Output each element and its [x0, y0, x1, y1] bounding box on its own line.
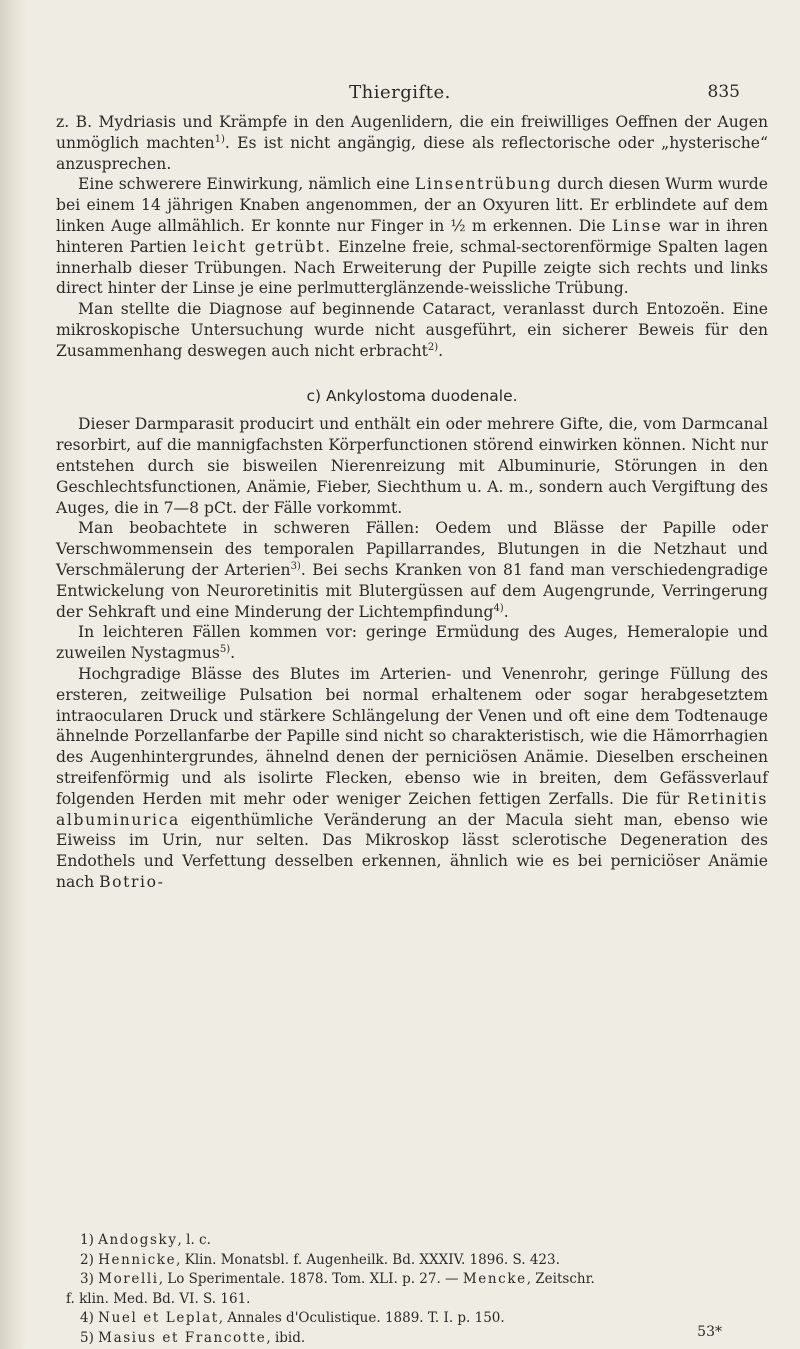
emphasis-term: leicht getrübt. — [192, 237, 332, 256]
paragraph: Dieser Darmparasit producirt und enthält ein oder mehrere Gifte, die, vom Darmcanal resorbirt, auf die mannigfachsten Körperfunctionen störend einwirken können. Nicht nur entstehen durch sie bisweilen Nierenreizung mit Albuminurie, Störungen in den Geschlechtsfunctionen, Anämie, Fieber, Siechthum u. A. m., sondern auch Vergiftung des Auges, die in 7—8 pCt. der Fälle vorkommt. — [56, 415, 768, 517]
paragraph — [56, 664, 768, 893]
footnote — [80, 1309, 770, 1329]
footnote-continuation: f. klin. Med. Bd. VI. S. 161. — [66, 1290, 251, 1307]
paragraph — [56, 518, 768, 622]
footnote — [80, 1329, 770, 1349]
text-run: war in ihren hinteren Partien — [56, 216, 768, 256]
footnote-author: Hennicke — [98, 1251, 177, 1268]
footnote-ref: 2) — [427, 341, 439, 353]
text-run: durch diesen Wurm wurde bei einem 14 jährigen Knaben angenommen, der an Oxyuren litt. Er erblindete auf dem linken Auge allmählich. Er konnte nur Finger in ½ m erkennen. Die — [56, 175, 768, 235]
footnote — [80, 1251, 770, 1271]
text-run: Man stellte die Diagnose auf beginnende Cataract, veranlasst durch Entozoën. Eine mikroskopische Untersuchung wurde nicht ausgeführt, ein sicherer Beweis für den Zusammenhang deswegen auch nicht erbracht — [56, 300, 768, 360]
text-run: Eine schwerere Einwirkung, nämlich eine — [78, 175, 410, 194]
footnote-ref: 3) — [290, 560, 301, 572]
emphasis-term: Linsentrübung — [414, 175, 553, 194]
emphasis-term: Botrio- — [99, 872, 165, 891]
footnote-text: , Zeitschr. — [526, 1271, 595, 1288]
footnote — [80, 1270, 770, 1290]
paragraph — [56, 174, 768, 299]
footnote-author: Nuel et Leplat — [98, 1310, 219, 1327]
text-run: . — [503, 602, 509, 621]
footnote-author: Morelli — [98, 1271, 159, 1288]
footnote-text: , ibid. — [266, 1329, 306, 1346]
page-number: 835 — [707, 82, 740, 102]
footnote-ref: 5) — [219, 643, 231, 655]
footnote — [80, 1231, 770, 1251]
section-heading: c) Ankylostoma duodenale. — [306, 386, 518, 405]
signature-mark: 53* — [697, 1324, 722, 1340]
footnote-label: 5) — [80, 1329, 94, 1346]
footnote-ref: 1) — [214, 133, 225, 145]
text-run: . Es ist nicht angängig, diese als reflectorische oder „hysterische“ anzusprechen. — [56, 133, 768, 173]
footnote-text: , Klin. Monatsbl. f. Augenheilk. Bd. XXXIV. 1896. S. 423. — [176, 1251, 560, 1268]
footnote-label: 4) — [80, 1310, 94, 1327]
footnote-author: Masius et Francotte — [98, 1329, 267, 1346]
text-run: . — [230, 644, 236, 663]
emphasis-term: Linse — [611, 216, 663, 235]
text-run: . Bei sechs Kranken von 81 fand man verschiedengradige Entwickelung von Neuroretinitis mit Blutergüssen auf dem Augengrunde, Verringerung der Sehkraft und eine Minderung der Lichtempfindung — [56, 560, 768, 621]
footnote-label: 2) — [80, 1251, 94, 1268]
footnotes — [66, 1231, 770, 1349]
footnote-label: 3) — [80, 1271, 94, 1288]
footnote-author: Mencke — [462, 1271, 527, 1288]
footnote-text: , l. c. — [177, 1232, 211, 1248]
text-run: Man beobachtete in schweren Fällen: Oedem und Blässe der Papille oder Verschwommensein des temporalen Papillarrandes, Blutungen in die Netzhaut und Verschmälerung der Arterien — [56, 519, 768, 579]
text-run: Hochgradige Blässe des Blutes im Arterien- und Venenrohr, geringe Füllung des ersteren, zeitweilige Pulsation bei normal erhaltenem oder sogar herabgesetztem intraocularen Druck und stärkere Schlängelung der Venen und oft eine dem Todtenauge ähnelnde Porzellanfarbe der Papille sind nicht so charakteristisch, wie die Hämorrhagien des Augenhintergrundes, ähnelnd denen der perniciösen Anämie. Dieselben erscheinen streifenförmig und als isolirte Flecken, ebenso wie in breiten, dem Gefässverlauf folgenden Herden mit mehr oder weniger Zeichen fettigen Zerfalls. Die für — [56, 664, 768, 808]
running-head — [0, 82, 800, 108]
text-run: In leichteren Fällen kommen vor: geringe Ermüdung des Auges, Hemeralopie und zuweilen Nystagmus — [56, 623, 768, 663]
body-text — [56, 112, 768, 893]
paragraph — [56, 622, 768, 664]
paragraph — [56, 112, 768, 174]
text-run: Einzelne freie, schmal-sectorenförmige Spalten lagen innerhalb dieser Trübungen. Nach Erweiterung der Pupille zeigte sich rechts und links direct hinter der Linse je eine perlmutterglänzende-weissliche Trübung. — [56, 237, 768, 298]
text-run: . — [438, 341, 444, 360]
footnote-text: , Annales d'Oculistique. 1889. T. I. p. 150. — [218, 1310, 505, 1327]
running-title: Thiergifte. — [349, 82, 451, 103]
emphasis-term: Retinitis albuminurica — [56, 789, 768, 829]
paragraph — [56, 299, 768, 361]
text-run: eigenthümliche Veränderung an der Macula sieht man, ebenso wie Eiweiss im Urin, nur selten. Das Mikroskop lässt sclerotische Degeneration des Endothels und Verfettung desselben erkennen, ähnlich wie es bei perniciöser Anämie nach — [56, 810, 769, 891]
page-binding-shadow — [0, 0, 26, 1349]
footnote-text: , Lo Sperimentale. 1878. Tom. XLI. p. 27. — — [158, 1271, 459, 1288]
footnote-author: Andogsky — [98, 1232, 178, 1248]
text-run: z. B. Mydriasis und Krämpfe in den Augenlidern, die ein freiwilliges Oeffnen der Augen unmöglich machten — [56, 113, 768, 152]
footnote-label: 1) — [80, 1232, 94, 1248]
footnote-ref: 4) — [493, 602, 504, 614]
